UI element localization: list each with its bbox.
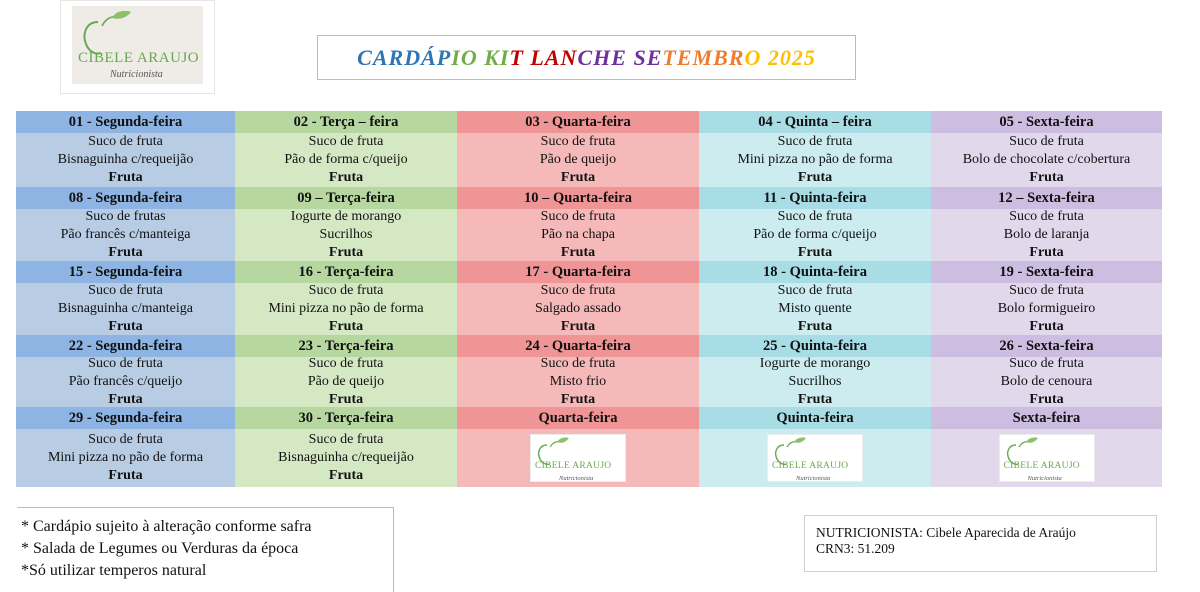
menu-item: Fruta xyxy=(797,392,833,407)
day-menu xyxy=(235,209,457,261)
menu-item: Bisnaguinha c/requeijão xyxy=(57,152,194,167)
menu-item: Fruta xyxy=(328,468,364,483)
logo-brand: CIBELE ARAUJO xyxy=(535,461,612,471)
day-header: 30 - Terça-feira xyxy=(235,407,457,429)
menu-column-fri xyxy=(931,111,1162,487)
menu-item: Suco de frutas xyxy=(85,209,166,224)
menu-item: Mini pizza no pão de forma xyxy=(47,450,204,465)
menu-column-tue xyxy=(235,111,457,487)
day-menu xyxy=(235,429,457,487)
notes-box xyxy=(17,507,394,592)
day-menu xyxy=(931,283,1162,335)
menu-item: Suco de fruta xyxy=(308,134,384,149)
menu-item: Pão de forma c/queijo xyxy=(753,227,877,242)
menu-item: Fruta xyxy=(797,245,833,260)
menu-item: Fruta xyxy=(797,170,833,185)
menu-item: Bolo de laranja xyxy=(1003,227,1090,242)
day-header: 22 - Segunda-feira xyxy=(16,335,235,357)
day-header: 19 - Sexta-feira xyxy=(931,261,1162,283)
menu-item: Fruta xyxy=(1029,392,1064,407)
menu-item: Sucrilhos xyxy=(319,227,373,242)
day-menu xyxy=(235,133,457,187)
day-menu xyxy=(235,357,457,407)
logo xyxy=(531,435,625,481)
day-header: 25 - Quinta-feira xyxy=(699,335,931,357)
day-header: 23 - Terça-feira xyxy=(235,335,457,357)
day-header: 15 - Segunda-feira xyxy=(16,261,235,283)
logo-brand: CIBELE ARAUJO xyxy=(772,461,849,471)
menu-item: Salgado assado xyxy=(535,301,621,316)
day-menu xyxy=(931,429,1162,487)
day-header: 08 - Segunda-feira xyxy=(16,187,235,209)
menu-item: Fruta xyxy=(560,392,596,407)
menu-column-wed xyxy=(457,111,699,487)
day-header: 18 - Quinta-feira xyxy=(699,261,931,283)
logo-brand: CIBELE ARAUJO xyxy=(78,50,200,66)
menu-item: Suco de fruta xyxy=(777,209,853,224)
menu-item: Fruta xyxy=(560,170,596,185)
menu-item: Mini pizza no pão de forma xyxy=(268,301,424,316)
menu-item: Suco de fruta xyxy=(777,283,853,298)
menu-item: Pão na chapa xyxy=(541,227,615,242)
logo-background xyxy=(72,6,203,84)
day-header: 05 - Sexta-feira xyxy=(931,111,1162,133)
menu-item: Suco de fruta xyxy=(88,432,163,447)
menu-column-mon xyxy=(16,111,235,487)
day-menu xyxy=(457,283,699,335)
menu-item: Suco de fruta xyxy=(540,209,616,224)
menu-item: Suco de fruta xyxy=(308,356,384,371)
menu-item: Mini pizza no pão de forma xyxy=(737,152,893,167)
logo-brand: CIBELE ARAUJO xyxy=(1003,461,1080,471)
day-header: 02 - Terça – feira xyxy=(235,111,457,133)
day-header: 12 – Sexta-feira xyxy=(931,187,1162,209)
day-menu xyxy=(457,429,699,487)
logo xyxy=(768,435,862,481)
day-menu xyxy=(699,209,931,261)
menu-item: Suco de fruta xyxy=(540,283,616,298)
menu-item: Fruta xyxy=(797,319,833,334)
menu-item: Fruta xyxy=(328,392,364,407)
note-item: *Só utilizar temperos natural xyxy=(21,562,207,579)
nutritionist-name: NUTRICIONISTA: Cibele Aparecida de Araújo xyxy=(816,525,1076,540)
menu-item: Fruta xyxy=(1029,319,1064,334)
menu-item: Suco de fruta xyxy=(540,134,616,149)
menu-item: Bolo de chocolate c/cobertura xyxy=(962,152,1131,167)
menu-item: Suco de fruta xyxy=(88,283,163,298)
menu-item: Iogurte de morango xyxy=(759,356,871,371)
menu-item: Bisnaguinha c/manteiga xyxy=(58,301,193,316)
menu-item: Misto quente xyxy=(778,301,852,316)
menu-item: Suco de fruta xyxy=(308,432,384,447)
menu-item: Suco de fruta xyxy=(1009,134,1084,149)
menu-item: Fruta xyxy=(328,245,364,260)
menu-item: Suco de fruta xyxy=(308,283,384,298)
menu-item: Fruta xyxy=(108,392,143,407)
day-menu xyxy=(16,429,235,487)
day-menu xyxy=(699,357,931,407)
logo-subtitle: Nutricionista xyxy=(559,475,594,482)
menu-item: Misto frio xyxy=(549,374,607,389)
menu-item: Fruta xyxy=(328,319,364,334)
menu-item: Fruta xyxy=(108,170,143,185)
menu-column-thu xyxy=(699,111,931,487)
menu-item: Iogurte de morango xyxy=(290,209,402,224)
day-menu xyxy=(457,209,699,261)
day-header: 24 - Quarta-feira xyxy=(457,335,699,357)
menu-table xyxy=(16,111,1162,487)
menu-item: Fruta xyxy=(1029,245,1064,260)
day-header: 17 - Quarta-feira xyxy=(457,261,699,283)
menu-item: Fruta xyxy=(560,245,596,260)
logo-subtitle: Nutricionista xyxy=(796,475,831,482)
menu-item: Suco de fruta xyxy=(777,134,853,149)
day-header: 29 - Segunda-feira xyxy=(16,407,235,429)
day-menu xyxy=(457,133,699,187)
day-header: Sexta-feira xyxy=(931,407,1162,429)
note-item: * Salada de Legumes ou Verduras da época xyxy=(21,540,299,557)
day-header: 16 - Terça-feira xyxy=(235,261,457,283)
menu-item: Suco de fruta xyxy=(1009,356,1084,371)
menu-item: Suco de fruta xyxy=(88,356,163,371)
menu-item: Fruta xyxy=(108,319,143,334)
day-header: 03 - Quarta-feira xyxy=(457,111,699,133)
day-header: Quarta-feira xyxy=(457,407,699,429)
day-menu xyxy=(16,283,235,335)
title-box xyxy=(317,35,856,80)
menu-item: Fruta xyxy=(328,170,364,185)
day-header: 10 – Quarta-feira xyxy=(457,187,699,209)
day-menu xyxy=(16,357,235,407)
day-header: 11 - Quinta-feira xyxy=(699,187,931,209)
menu-item: Pão de queijo xyxy=(307,374,385,389)
menu-item: Pão de forma c/queijo xyxy=(284,152,408,167)
day-menu xyxy=(16,133,235,187)
menu-item: Suco de fruta xyxy=(540,356,616,371)
menu-item: Pão de queijo xyxy=(539,152,617,167)
day-header: 04 - Quinta – feira xyxy=(699,111,931,133)
menu-item: Bisnaguinha c/requeijão xyxy=(278,450,414,465)
menu-item: Fruta xyxy=(1029,170,1064,185)
menu-item: Suco de fruta xyxy=(88,134,163,149)
menu-item: Suco de fruta xyxy=(1009,209,1084,224)
menu-item: Sucrilhos xyxy=(788,374,842,389)
day-menu xyxy=(931,133,1162,187)
page-title: CARDÁPIO KIT LANCHE SETEMBRO 2025 xyxy=(357,44,816,70)
logo xyxy=(60,0,215,94)
menu-item: Fruta xyxy=(560,319,596,334)
menu-item: Fruta xyxy=(108,468,143,483)
logo-subtitle: Nutricionista xyxy=(1027,475,1062,482)
nutritionist-crn: CRN3: 51.209 xyxy=(816,541,895,556)
day-menu xyxy=(699,283,931,335)
menu-item: Pão francês c/manteiga xyxy=(60,227,191,242)
day-menu xyxy=(457,357,699,407)
day-menu xyxy=(931,357,1162,407)
day-header: 09 – Terça-feira xyxy=(235,187,457,209)
nutritionist-box xyxy=(804,515,1157,572)
menu-item: Bolo de cenoura xyxy=(1000,374,1093,389)
day-header: 01 - Segunda-feira xyxy=(16,111,235,133)
note-item: * Cardápio sujeito à alteração conforme safra xyxy=(21,518,312,535)
day-menu xyxy=(699,429,931,487)
day-menu xyxy=(235,283,457,335)
menu-item: Pão francês c/queijo xyxy=(68,374,183,389)
logo xyxy=(1000,435,1094,481)
day-menu xyxy=(699,133,931,187)
menu-item: Suco de fruta xyxy=(1009,283,1084,298)
day-menu xyxy=(931,209,1162,261)
day-menu xyxy=(16,209,235,261)
day-header: 26 - Sexta-feira xyxy=(931,335,1162,357)
menu-item: Bolo formigueiro xyxy=(997,301,1096,316)
logo-subtitle: Nutricionista xyxy=(110,69,163,80)
menu-item: Fruta xyxy=(108,245,143,260)
day-header: Quinta-feira xyxy=(699,407,931,429)
